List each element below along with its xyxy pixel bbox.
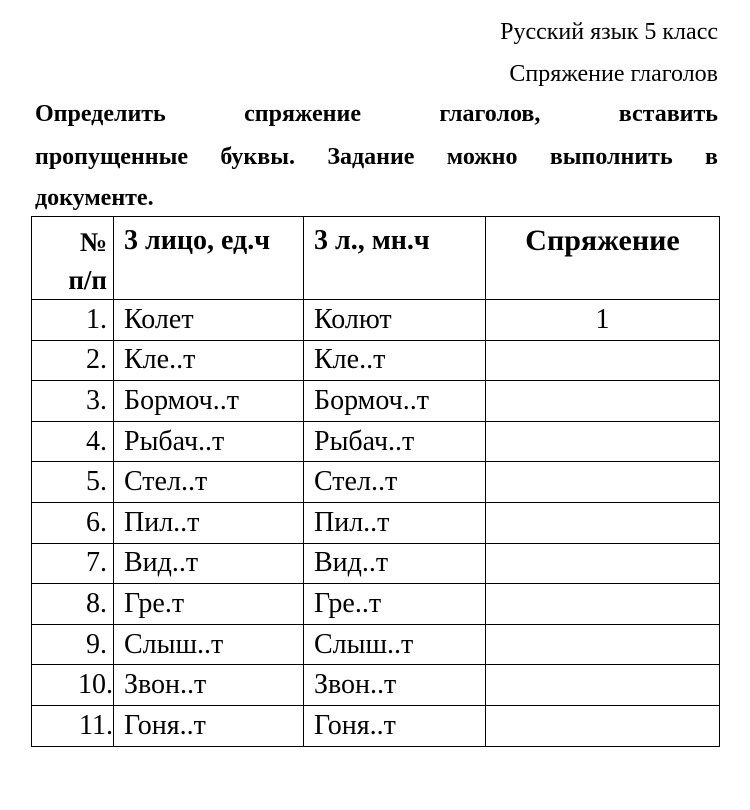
table-row: [32, 340, 720, 381]
plural-form-cell[interactable]: Слыш..т: [304, 624, 486, 665]
conjugation-cell[interactable]: [486, 624, 720, 665]
row-number: 9.: [32, 624, 114, 665]
singular-form-cell[interactable]: Кле..т: [114, 340, 304, 381]
instruction-word: спряжение: [244, 101, 361, 127]
instruction-line-3: документе.: [35, 185, 154, 211]
conjugation-cell[interactable]: [486, 584, 720, 625]
instruction-line-1: [35, 100, 718, 128]
conjugation-cell[interactable]: [486, 340, 720, 381]
instruction-word: глаголов,: [439, 101, 541, 127]
row-number: 8.: [32, 584, 114, 625]
conjugation-cell[interactable]: 1: [486, 300, 720, 341]
conjugation-table: [31, 216, 720, 747]
document-topic: Спряжение глаголов: [509, 61, 718, 87]
table-row: [32, 624, 720, 665]
conjugation-cell[interactable]: [486, 462, 720, 503]
instruction-word: буквы.: [220, 144, 295, 170]
plural-form-cell[interactable]: Звон..т: [304, 665, 486, 706]
row-number: 6.: [32, 502, 114, 543]
document-subject: Русский язык 5 класс: [500, 19, 718, 45]
plural-form-cell[interactable]: Пил..т: [304, 502, 486, 543]
singular-form-cell[interactable]: Гоня..т: [114, 705, 304, 746]
singular-form-cell[interactable]: Пил..т: [114, 502, 304, 543]
header-number-symbol: №: [79, 227, 107, 257]
plural-form-cell[interactable]: Бормоч..т: [304, 381, 486, 422]
row-number: 4.: [32, 421, 114, 462]
plural-form-cell[interactable]: Гоня..т: [304, 705, 486, 746]
singular-form-cell[interactable]: Гре.т: [114, 584, 304, 625]
table-row: [32, 543, 720, 584]
conjugation-cell[interactable]: [486, 421, 720, 462]
table-header-row: [32, 217, 720, 300]
instruction-word: вставить: [618, 101, 718, 127]
instruction-line-2: [35, 143, 718, 171]
table-row: [32, 502, 720, 543]
row-number: 7.: [32, 543, 114, 584]
instruction-word: выполнить: [549, 144, 673, 170]
table-row: [32, 462, 720, 503]
singular-form-cell[interactable]: Колет: [114, 300, 304, 341]
header-plural: 3 л., мн.ч: [304, 217, 486, 300]
instruction-word: можно: [446, 144, 518, 170]
row-number: 3.: [32, 381, 114, 422]
row-number: 5.: [32, 462, 114, 503]
table-row: [32, 300, 720, 341]
instruction-word: в: [705, 144, 718, 170]
conjugation-cell[interactable]: [486, 543, 720, 584]
header-number-abbr: п/п: [68, 265, 107, 295]
conjugation-cell[interactable]: [486, 381, 720, 422]
table-row: [32, 584, 720, 625]
header-singular: 3 лицо, ед.ч: [114, 217, 304, 300]
instruction-word: Задание: [327, 144, 415, 170]
singular-form-cell[interactable]: Звон..т: [114, 665, 304, 706]
plural-form-cell[interactable]: Колют: [304, 300, 486, 341]
plural-form-cell[interactable]: Кле..т: [304, 340, 486, 381]
singular-form-cell[interactable]: Стел..т: [114, 462, 304, 503]
table-row: [32, 421, 720, 462]
conjugation-cell[interactable]: [486, 705, 720, 746]
conjugation-cell[interactable]: [486, 502, 720, 543]
header-conjugation: Спряжение: [486, 217, 720, 300]
singular-form-cell[interactable]: Рыбач..т: [114, 421, 304, 462]
table-row: [32, 665, 720, 706]
plural-form-cell[interactable]: Стел..т: [304, 462, 486, 503]
row-number: 2.: [32, 340, 114, 381]
conjugation-cell[interactable]: [486, 665, 720, 706]
plural-form-cell[interactable]: Гре..т: [304, 584, 486, 625]
row-number: 1.: [32, 300, 114, 341]
singular-form-cell[interactable]: Бормоч..т: [114, 381, 304, 422]
table-row: [32, 705, 720, 746]
instruction-word: Определить: [35, 101, 166, 127]
plural-form-cell[interactable]: Вид..т: [304, 543, 486, 584]
header-number: [32, 217, 114, 300]
table-row: [32, 381, 720, 422]
singular-form-cell[interactable]: Слыш..т: [114, 624, 304, 665]
row-number: 10.: [32, 665, 114, 706]
row-number: 11.: [32, 705, 114, 746]
plural-form-cell[interactable]: Рыбач..т: [304, 421, 486, 462]
instruction-word: пропущенные: [35, 144, 188, 170]
singular-form-cell[interactable]: Вид..т: [114, 543, 304, 584]
